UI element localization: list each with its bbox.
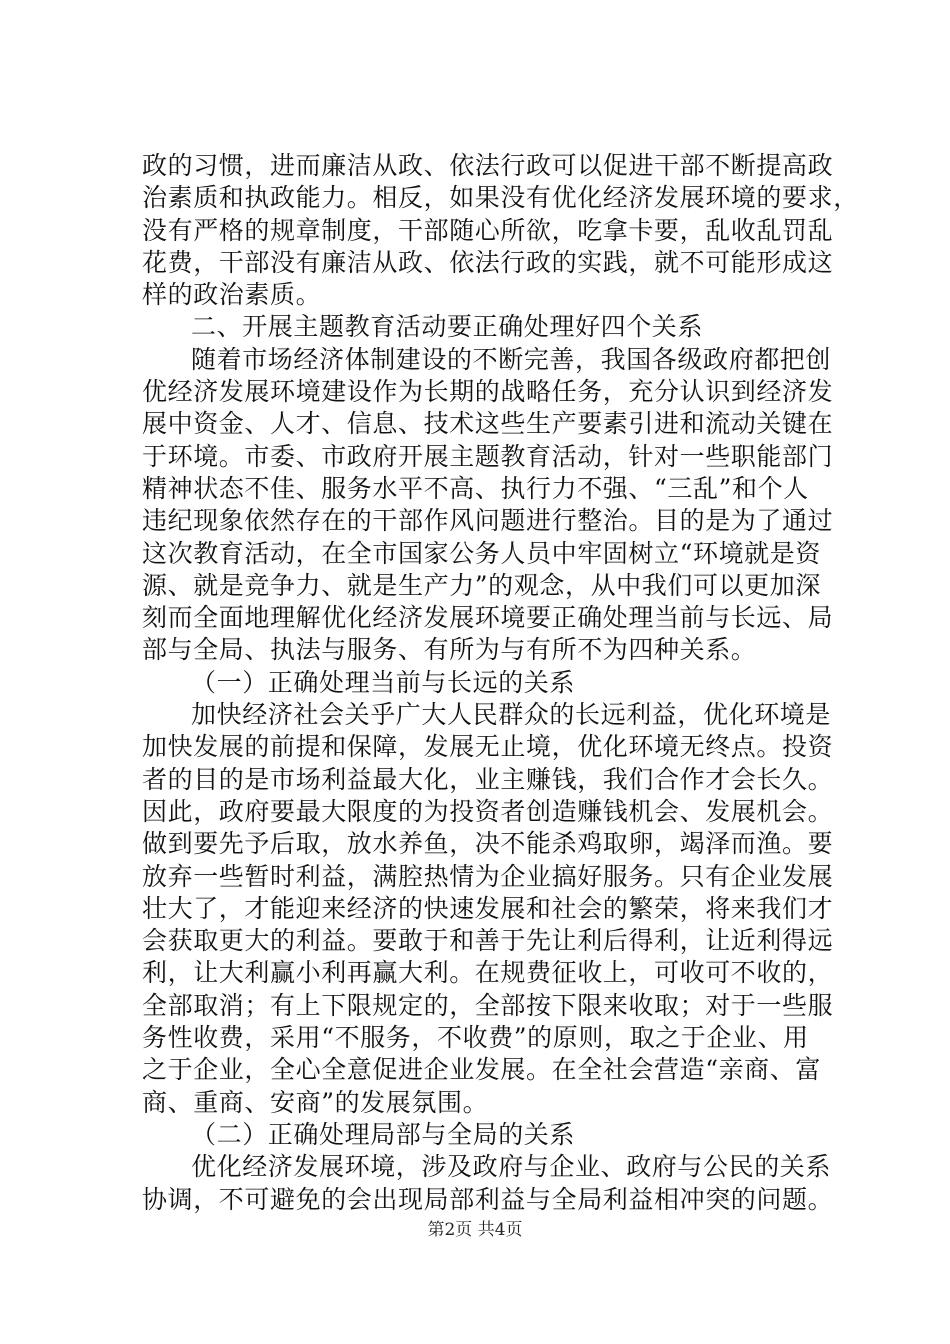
paragraph-start: 加快经济社会关乎广大人民群众的长远利益，优化环境是	[191, 700, 832, 730]
section-heading: 二、开展主题教育活动要正确处理好四个关系	[191, 312, 704, 342]
text-line: 因此，政府要最大限度的为投资者创造赚钱机会、发展机会。	[142, 796, 834, 826]
text-line: 之于企业，全心全意促进企业发展。在全社会营造“亲商、富	[142, 1055, 821, 1085]
subsection-heading: （一）正确处理当前与长远的关系	[191, 667, 576, 697]
text-line: 源、就是竞争力、就是生产力”的观念，从中我们可以更加深	[142, 570, 821, 600]
document-body	[142, 150, 859, 1216]
text-line: 加快发展的前提和保障，发展无止境，优化环境无终点。投资	[142, 732, 834, 762]
page-number-footer: 第2页 共4页	[427, 1220, 523, 1240]
paragraph-start: 优化经济发展环境，涉及政府与企业、政府与公民的关系	[191, 1152, 832, 1182]
text-line: 商、重商、安商”的发展氛围。	[142, 1087, 489, 1117]
text-line: 者的目的是市场利益最大化，业主赚钱，我们合作才会长久。	[142, 764, 834, 794]
text-line: 治素质和执政能力。相反，如果没有优化经济发展环境的要求，	[142, 183, 859, 213]
text-line: 优经济发展环境建设作为长期的战略任务，充分认识到经济发	[142, 377, 834, 407]
text-line: 会获取更大的利益。要敢于和善于先让利后得利，让近利得远	[142, 926, 834, 956]
text-line: 精神状态不佳、服务水平不高、执行力不强、“三乱”和个人	[142, 473, 809, 503]
text-line: 利，让大利赢小利再赢大利。在规费征收上，可收可不收的，	[142, 958, 834, 988]
text-line: 务性收费，采用“不服务，不收费”的原则，取之于企业、用	[142, 1023, 809, 1053]
text-line: 协调，不可避免的会出现局部利益与全局利益相冲突的问题。	[142, 1184, 834, 1214]
text-line: 部与全局、执法与服务、有所为与有所不为四种关系。	[142, 635, 757, 665]
text-line: 壮大了，才能迎来经济的快速发展和社会的繁荣，将来我们才	[142, 893, 834, 923]
paragraph-start: 随着市场经济体制建设的不断完善，我国各级政府都把创	[191, 344, 832, 374]
text-line: 展中资金、人才、信息、技术这些生产要素引进和流动关键在	[142, 409, 834, 439]
subsection-heading: （二）正确处理局部与全局的关系	[191, 1119, 576, 1149]
text-line: 做到要先予后取，放水养鱼，决不能杀鸡取卵，竭泽而渔。要	[142, 829, 834, 859]
text-line: 于环境。市委、市政府开展主题教育活动，针对一些职能部门	[142, 441, 834, 471]
text-line: 没有严格的规章制度，干部随心所欲，吃拿卡要，乱收乱罚乱	[142, 215, 834, 245]
text-line: 刻而全面地理解优化经济发展环境要正确处理当前与长远、局	[142, 603, 834, 633]
text-line: 花费，干部没有廉洁从政、依法行政的实践，就不可能形成这	[142, 247, 834, 277]
text-line: 放弃一些暂时利益，满腔热情为企业搞好服务。只有企业发展	[142, 861, 834, 891]
text-line: 违纪现象依然存在的干部作风问题进行整治。目的是为了通过	[142, 506, 834, 536]
text-line: 样的政治素质。	[142, 280, 322, 310]
text-line: 全部取消；有上下限规定的，全部按下限来收取；对于一些服	[142, 990, 834, 1020]
text-line: 政的习惯，进而廉洁从政、依法行政可以促进干部不断提高政	[142, 151, 834, 180]
text-line: 这次教育活动，在全市国家公务人员中牢固树立“环境就是资	[142, 538, 821, 568]
